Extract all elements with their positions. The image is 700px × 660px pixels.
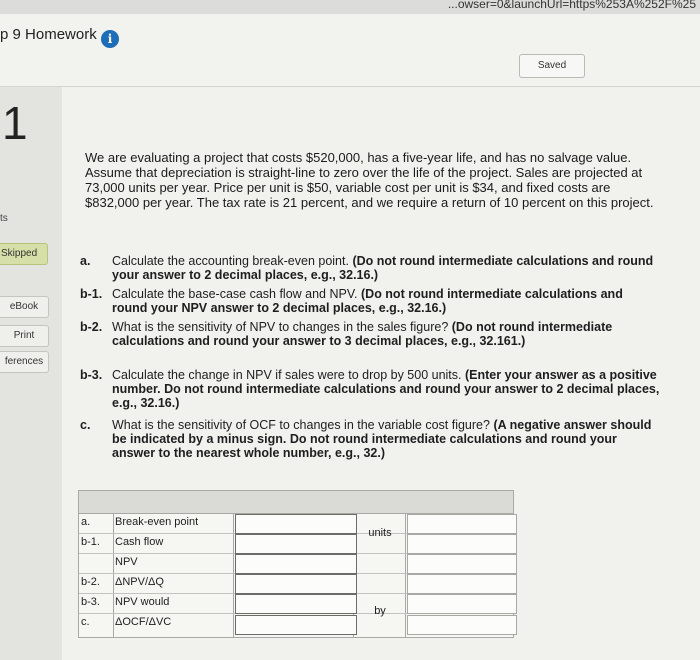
npv-sensitivity-extra-input[interactable]	[407, 574, 517, 594]
row-label: ΔNPV/ΔQ	[115, 576, 164, 588]
row-label: ΔOCF/ΔVC	[115, 616, 172, 628]
table-row	[79, 593, 513, 613]
homework-title: p 9 Homework	[0, 26, 97, 43]
ocf-sensitivity-input[interactable]	[235, 615, 357, 635]
part-key: c.	[80, 418, 91, 432]
url-text: ...owser=0&launchUrl=https%253A%252F%25	[447, 0, 696, 11]
npv-change-input[interactable]	[407, 594, 517, 614]
part-text: Calculate the change in NPV if sales were to drop by 500 units.	[112, 368, 462, 382]
question-part-a	[80, 254, 660, 282]
row-label: NPV	[115, 556, 138, 568]
row-label: Cash flow	[115, 536, 164, 548]
ocf-sensitivity-extra-input[interactable]	[407, 615, 517, 635]
info-icon[interactable]: i	[101, 30, 119, 48]
npv-change-direction-select[interactable]	[235, 594, 357, 614]
table-row	[79, 553, 513, 573]
table-row	[79, 573, 513, 593]
print-button[interactable]: Print	[0, 325, 49, 347]
by-label: by	[374, 605, 386, 617]
row-key: b-2.	[81, 576, 100, 588]
row-key: b-1.	[81, 536, 100, 548]
part-text: Calculate the base-case cash flow and NPV.	[112, 287, 358, 301]
assignment-header	[0, 14, 700, 87]
part-key: b-1.	[80, 287, 103, 301]
cash-flow-extra-input[interactable]	[407, 534, 517, 554]
units-label: units	[368, 527, 392, 539]
row-label: NPV would	[115, 596, 170, 608]
browser-url-bar[interactable]	[0, 0, 700, 15]
question-part-b2	[80, 320, 660, 348]
ebook-button[interactable]: eBook	[0, 296, 49, 318]
question-part-b3	[80, 368, 660, 410]
part-instruction: (Do not round intermediate calculations and round your answer to 3 decimal places, e.g., 32.161.)	[112, 320, 613, 348]
part-instruction: (Enter your answer as a positive number. Do not round intermediate calculations and round your answer to 2 decimal places, e.g., 32.16.)	[112, 368, 660, 410]
part-text: What is the sensitivity of NPV to changes in the sales figure?	[112, 320, 449, 334]
row-key: a.	[81, 516, 91, 528]
points-label: ts	[0, 213, 8, 224]
question-sidebar	[0, 87, 62, 660]
answer-table	[78, 490, 514, 638]
row-label: Break-even point	[115, 516, 199, 528]
references-button[interactable]: ferences	[0, 351, 49, 373]
part-instruction: (Do not round intermediate calculations and round your answer to 2 decimal places, e.g., 32.16.)	[112, 254, 654, 282]
answer-table-header	[79, 491, 513, 514]
cash-flow-input[interactable]	[235, 534, 357, 554]
npv-input[interactable]	[235, 554, 357, 574]
part-text: Calculate the accounting break-even point.	[112, 254, 349, 268]
table-row	[79, 513, 513, 533]
break-even-input[interactable]	[235, 514, 357, 534]
saved-status-button[interactable]: Saved	[519, 54, 585, 78]
part-key: a.	[80, 254, 91, 268]
part-instruction: (A negative answer should be indicated by a minus sign. Do not round intermediate calculations and round your answer to the nearest whole number, e.g., 32.)	[112, 418, 652, 460]
problem-statement: We are evaluating a project that costs $520,000, has a five-year life, and has no salvage value. Assume that depreciation is straight-line to zero over the life of the project. Sales are projected at 73,000 units per year. Price per unit is $50, variable cost per unit is $34, and fixed costs are $832,000 per year. The tax rate is 21 percent, and we require a return of 10 percent on this project.	[85, 150, 654, 210]
npv-sensitivity-input[interactable]	[235, 574, 357, 594]
part-text: What is the sensitivity of OCF to changes in the variable cost figure?	[112, 418, 490, 432]
npv-extra-input[interactable]	[407, 554, 517, 574]
part-key: b-3.	[80, 368, 103, 382]
question-number: 1	[2, 97, 28, 149]
break-even-extra-input[interactable]	[407, 514, 517, 534]
skipped-badge: Skipped	[0, 243, 48, 265]
row-key: b-3.	[81, 596, 100, 608]
table-row	[79, 533, 513, 553]
part-key: b-2.	[80, 320, 103, 334]
table-row	[79, 613, 513, 633]
part-instruction: (Do not round intermediate calculations and round your NPV answer to 2 decimal places, e.g., 32.16.)	[112, 287, 623, 315]
row-key: c.	[81, 616, 90, 628]
question-part-c	[80, 418, 660, 460]
question-part-b1	[80, 287, 660, 315]
